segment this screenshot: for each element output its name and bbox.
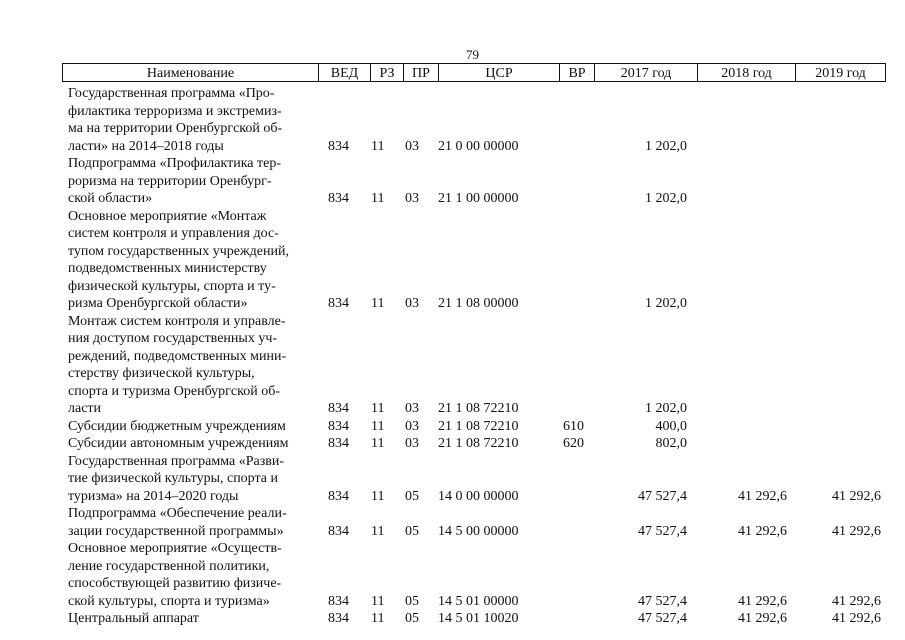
cell-vr: 620: [563, 436, 584, 451]
header-2019: 2019 год: [795, 64, 885, 81]
row-name-line: туризма» на 2014–2020 годы: [68, 488, 239, 504]
cell-pr: 05: [405, 523, 419, 539]
row-name-line: спорта и туризма Оренбургской об-: [68, 383, 280, 399]
cell-2017: 1 202,0: [645, 296, 687, 311]
cell-2017: 47 527,4: [638, 593, 687, 609]
cell-rz: 11: [371, 488, 385, 504]
table-header: [62, 63, 886, 82]
row-name-line: филактика терроризма и экстремиз-: [68, 103, 282, 119]
cell-2017: 47 527,4: [638, 611, 687, 626]
cell-csr: 14 5 01 10020: [438, 611, 519, 626]
row-name-line: систем контроля и управления дос-: [68, 226, 279, 241]
cell-rz: 11: [371, 418, 385, 434]
row-name-line: Субсидии бюджетным учреждениям: [68, 418, 286, 434]
cell-rz: 11: [371, 401, 385, 416]
cell-2018: 41 292,6: [738, 523, 787, 539]
row-name-line: ния доступом государственных уч-: [68, 331, 278, 346]
cell-2019: 41 292,6: [832, 523, 881, 539]
row-name-line: ской области»: [68, 191, 153, 206]
header-rz: РЗ: [370, 64, 403, 81]
row-name-line: Государственная программа «Разви-: [68, 453, 284, 469]
row-name-line: стерству физической культуры,: [68, 366, 255, 381]
cell-pr: 03: [405, 401, 419, 416]
header-pr: ПР: [403, 64, 438, 81]
cell-pr: 03: [405, 296, 419, 311]
cell-rz: 11: [371, 296, 385, 311]
row-name-line: Основное мероприятие «Осуществ-: [68, 541, 282, 556]
cell-csr: 14 5 00 00000: [438, 523, 519, 539]
row-name-line: подведомственных министерству: [68, 261, 267, 276]
cell-ved: 834: [328, 138, 349, 154]
row-name-line: ма на территории Оренбургской об-: [68, 121, 283, 136]
row-name-line: Субсидии автономным учреждениям: [68, 436, 289, 451]
cell-ved: 834: [328, 191, 349, 206]
row-name-line: зации государственной программы»: [68, 523, 284, 539]
cell-2017: 1 202,0: [645, 401, 687, 416]
cell-pr: 03: [405, 418, 419, 434]
row-name-line: способствующей развитию физиче-: [68, 576, 282, 591]
row-name-line: Подпрограмма «Профилактика тер-: [68, 156, 282, 171]
cell-ved: 834: [328, 296, 349, 311]
cell-csr: 21 1 08 72210: [438, 418, 519, 434]
cell-2017: 1 202,0: [645, 191, 687, 206]
cell-pr: 05: [405, 488, 419, 504]
cell-rz: 11: [371, 593, 385, 609]
cell-ved: 834: [328, 611, 349, 626]
cell-rz: 11: [371, 523, 385, 539]
cell-ved: 834: [328, 401, 349, 416]
row-name-line: Государственная программа «Про-: [68, 86, 275, 101]
cell-2018: 41 292,6: [738, 593, 787, 609]
cell-pr: 03: [405, 138, 419, 154]
cell-csr: 21 1 00 00000: [438, 191, 519, 206]
cell-csr: 21 1 08 72210: [438, 436, 519, 451]
row-name-line: тупом государственных учреждений,: [68, 243, 289, 259]
cell-2019: 41 292,6: [832, 593, 881, 609]
cell-2019: 41 292,6: [832, 488, 881, 504]
cell-pr: 05: [405, 593, 419, 609]
cell-rz: 11: [371, 436, 385, 451]
cell-2017: 802,0: [655, 436, 687, 451]
cell-csr: 21 1 08 00000: [438, 296, 519, 311]
cell-rz: 11: [371, 138, 385, 154]
cell-2019: 41 292,6: [832, 611, 881, 626]
cell-ved: 834: [328, 593, 349, 609]
cell-csr: 21 1 08 72210: [438, 401, 519, 416]
row-name-line: реждений, подведомственных мини-: [68, 348, 287, 364]
cell-ved: 834: [328, 523, 349, 539]
cell-ved: 834: [328, 418, 349, 434]
row-name-line: Подпрограмма «Обеспечение реали-: [68, 506, 287, 521]
header-vr: ВР: [559, 64, 594, 81]
cell-2018: 41 292,6: [738, 488, 787, 504]
cell-2017: 400,0: [655, 418, 687, 434]
cell-pr: 03: [405, 191, 419, 206]
cell-ved: 834: [328, 488, 349, 504]
row-name-line: Центральный аппарат: [68, 611, 199, 626]
cell-2017: 1 202,0: [645, 138, 687, 154]
cell-2017: 47 527,4: [638, 523, 687, 539]
header-2018: 2018 год: [697, 64, 795, 81]
cell-pr: 03: [405, 436, 419, 451]
cell-2018: 41 292,6: [738, 611, 787, 626]
row-name-line: роризма на территории Оренбург-: [68, 173, 272, 189]
row-name-line: ление государственной политики,: [68, 558, 270, 574]
page-number: 79: [466, 47, 479, 62]
row-name-line: ской культуры, спорта и туризма»: [68, 593, 270, 609]
row-name-line: ласти: [68, 401, 102, 416]
header-csr: ЦСР: [438, 64, 559, 81]
row-name-line: ризма Оренбургской области»: [68, 296, 248, 311]
cell-rz: 11: [371, 611, 385, 626]
cell-rz: 11: [371, 191, 385, 206]
header-ved: ВЕД: [318, 64, 370, 81]
cell-2017: 47 527,4: [638, 488, 687, 504]
cell-ved: 834: [328, 436, 349, 451]
row-name-line: тие физической культуры, спорта и: [68, 471, 278, 486]
cell-vr: 610: [563, 418, 584, 434]
cell-pr: 05: [405, 611, 419, 626]
row-name-line: ласти» на 2014–2018 годы: [68, 138, 224, 154]
header-2017: 2017 год: [594, 64, 697, 81]
cell-csr: 14 0 00 00000: [438, 488, 519, 504]
row-name-line: Монтаж систем контроля и управле-: [68, 313, 286, 329]
header-name: Наименование: [146, 66, 235, 81]
row-name-line: физической культуры, спорта и ту-: [68, 278, 276, 294]
row-name-line: Основное мероприятие «Монтаж: [68, 208, 267, 224]
cell-csr: 14 5 01 00000: [438, 593, 519, 609]
cell-csr: 21 0 00 00000: [438, 138, 519, 154]
